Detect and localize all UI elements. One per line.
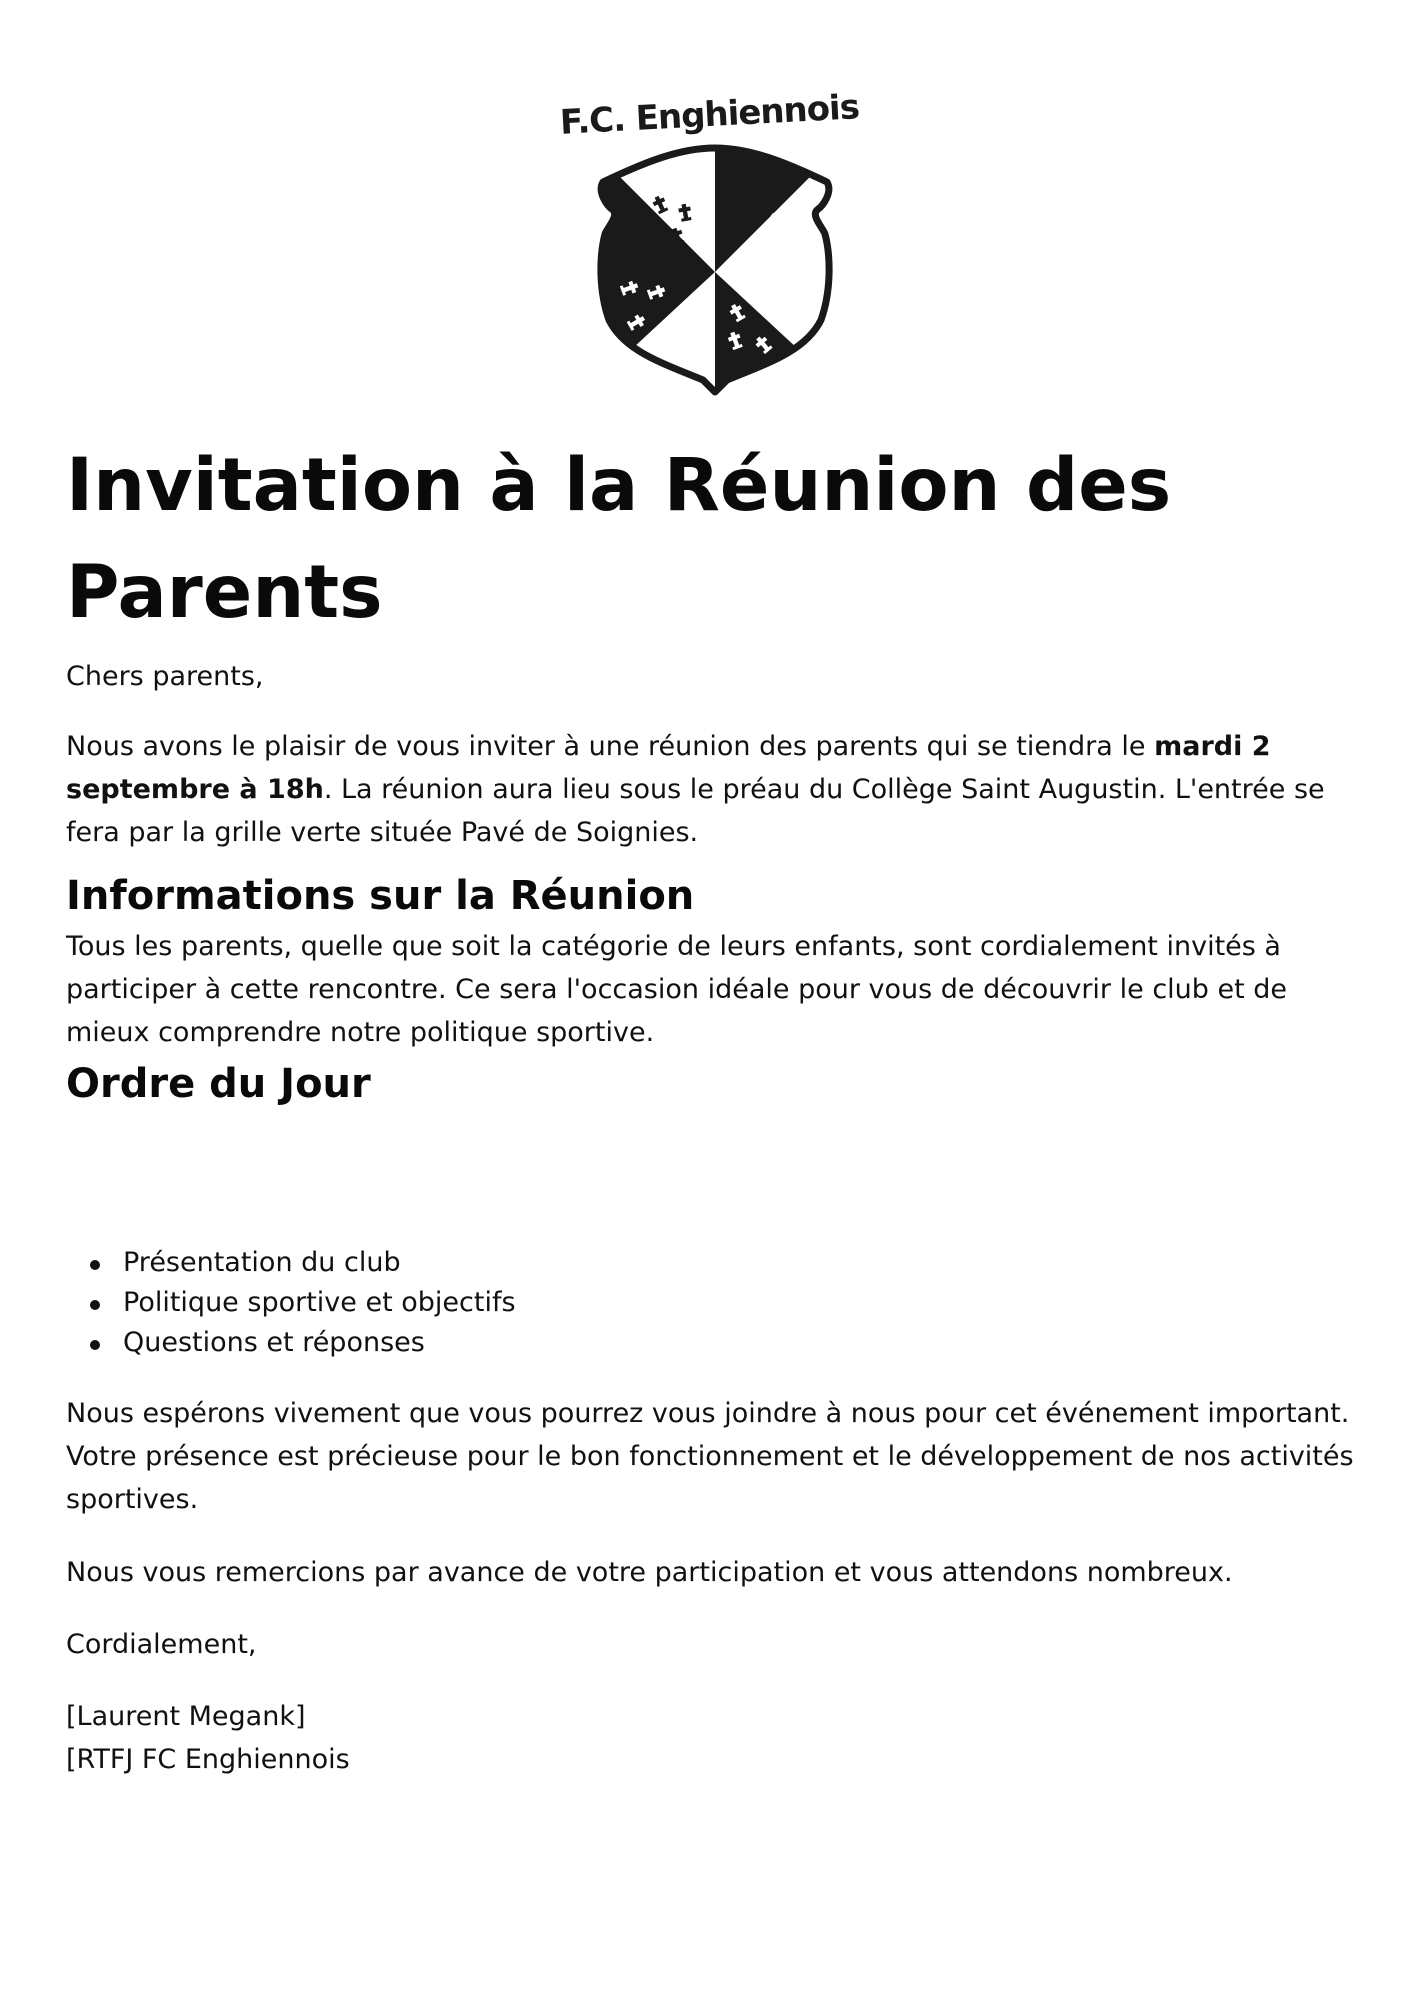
greeting: Chers parents, [66, 661, 264, 692]
section-heading-ordre-du-jour: Ordre du Jour [66, 1061, 371, 1107]
signature-block [66, 1695, 1356, 1781]
informations-paragraph: Tous les parents, quelle que soit la catégorie de leurs enfants, sont cordialement invités à participer à cette rencontre. Ce sera l'occasion idéale pour vous de découvrir le club et de mieux comprendre notre politique sportive. [66, 931, 1288, 1048]
closing: Cordialement, [66, 1629, 257, 1660]
agenda-item: Questions et réponses [66, 1323, 516, 1363]
agenda-item: Présentation du club [66, 1243, 516, 1283]
intro-text-before: Nous avons le plaisir de vous inviter à une réunion des parents qui se tiendra le [66, 731, 1155, 762]
svg-text:F.C. Enghiennois: F.C. Enghiennois [558, 87, 860, 143]
signature-name: [Laurent Megank] [66, 1701, 306, 1732]
intro-paragraph [66, 725, 1356, 854]
meeting-date: mardi 2 septembre à 18h [66, 731, 1271, 805]
agenda-list [66, 1243, 516, 1363]
intro-text-after: . La réunion aura lieu sous le préau du Collège Saint Augustin. L'entrée se fera par la grille verte située Pavé de Soignies. [66, 774, 1325, 848]
agenda-item: Politique sportive et objectifs [66, 1283, 516, 1323]
section-heading-informations: Informations sur la Réunion [66, 873, 695, 919]
club-crest-logo [558, 82, 860, 397]
page-title: Invitation à la Réunion des Parents [66, 443, 1172, 635]
thanks-paragraph: Nous vous remercions par avance de votre participation et vous attendons nombreux. [66, 1557, 1233, 1588]
hope-paragraph: Nous espérons vivement que vous pourrez vous joindre à nous pour cet événement important. Votre présence est précieuse pour le bon fonctionnement et le développement de nos activités sportives. [66, 1398, 1354, 1515]
signature-role: [RTFJ FC Enghiennois [66, 1744, 350, 1775]
